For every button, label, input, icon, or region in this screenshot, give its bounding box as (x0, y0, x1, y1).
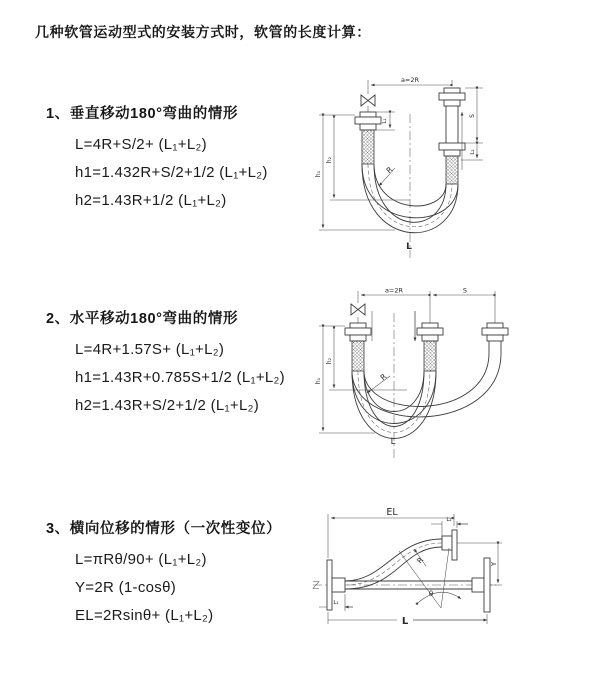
formula-line: h1=1.43R+0.785S+1/2 (L₁+L₂) (75, 369, 285, 386)
formula-line: L=πRθ/90+ (L₁+L₂) (75, 551, 207, 568)
length-label: L (406, 242, 412, 252)
braided-hose-section (424, 341, 436, 371)
hose-curves (362, 164, 458, 233)
dim-label-h1: h₁ (315, 170, 322, 178)
section-1-heading: 1、垂直移动180°弯曲的情形 (46, 106, 239, 122)
length-label: L (401, 616, 409, 627)
vertical-bend-diagram (315, 72, 585, 262)
formula-line: L=4R+S/2+ (L₁+L₂) (75, 136, 207, 153)
dim-label-h2: h₂ (326, 156, 333, 164)
flange-fitting (355, 112, 381, 130)
dim-label-a2r: a=2R (400, 76, 420, 84)
lateral-displacement-diagram (300, 498, 600, 658)
page-title: 几种软管运动型式的安装方式时，软管的长度计算： (35, 24, 371, 40)
dim-label-a2r: a=2R (384, 286, 404, 295)
section-1 (46, 102, 268, 215)
dim-label-l1: L₁ (382, 118, 388, 124)
flange-fitting (345, 323, 371, 341)
flange-fitting-displaced (442, 530, 457, 560)
dim-label-s: S (469, 114, 476, 118)
dim-label-l2: L₂ (446, 517, 452, 523)
valve-icon (351, 304, 365, 315)
dim-label-h1: h₁ (315, 377, 322, 385)
hose-curves (345, 539, 442, 589)
section-2-heading: 2、水平移动180°弯曲的情形 (46, 311, 239, 327)
flange-fitting-upper (439, 88, 465, 106)
dim-label-el: EL (386, 507, 398, 518)
braided-hose-section (352, 341, 364, 371)
flange-fitting (417, 323, 443, 341)
formula-line: EL=2Rsinθ+ (L₁+L₂) (75, 607, 214, 624)
radius-label: R (378, 371, 389, 383)
radius-label: R (384, 164, 395, 176)
dim-label-y: Y (490, 561, 498, 567)
section-1-formulas (46, 131, 268, 215)
length-label: L (390, 437, 396, 447)
formula-line: L=4R+1.57S+ (L₁+L₂) (75, 341, 225, 358)
section-2 (46, 307, 285, 420)
valve-icon (361, 95, 375, 106)
braided-hose-section (446, 156, 458, 184)
dim-label-l1: L₁ (333, 600, 339, 606)
angle-label: θ (428, 590, 434, 598)
formula-line: h2=1.43R+S/2+1/2 (L₁+L₂) (75, 397, 260, 414)
formula-line: h2=1.43R+1/2 (L₁+L₂) (75, 192, 227, 209)
formula-line: h1=1.432R+S/2+1/2 (L₁+L₂) (75, 164, 268, 181)
section-3-heading: 3、横向位移的情形（一次性变位） (46, 521, 282, 537)
horizontal-bend-diagram (315, 283, 585, 468)
dim-label-h2: h₂ (326, 357, 333, 365)
dim-label-l2: L₂ (470, 149, 476, 155)
dim-label-s: S (462, 286, 468, 295)
section-2-formulas (46, 336, 285, 420)
section-3 (46, 517, 281, 630)
flange-fitting-right (472, 558, 490, 612)
flange-fitting-lower (439, 143, 465, 156)
radius-label: R (414, 555, 426, 566)
formula-line: Y=2R (1-cosθ) (75, 579, 177, 596)
braided-hose-section (362, 130, 374, 164)
section-3-formulas (46, 546, 281, 630)
flange-fitting-displaced (482, 323, 508, 341)
